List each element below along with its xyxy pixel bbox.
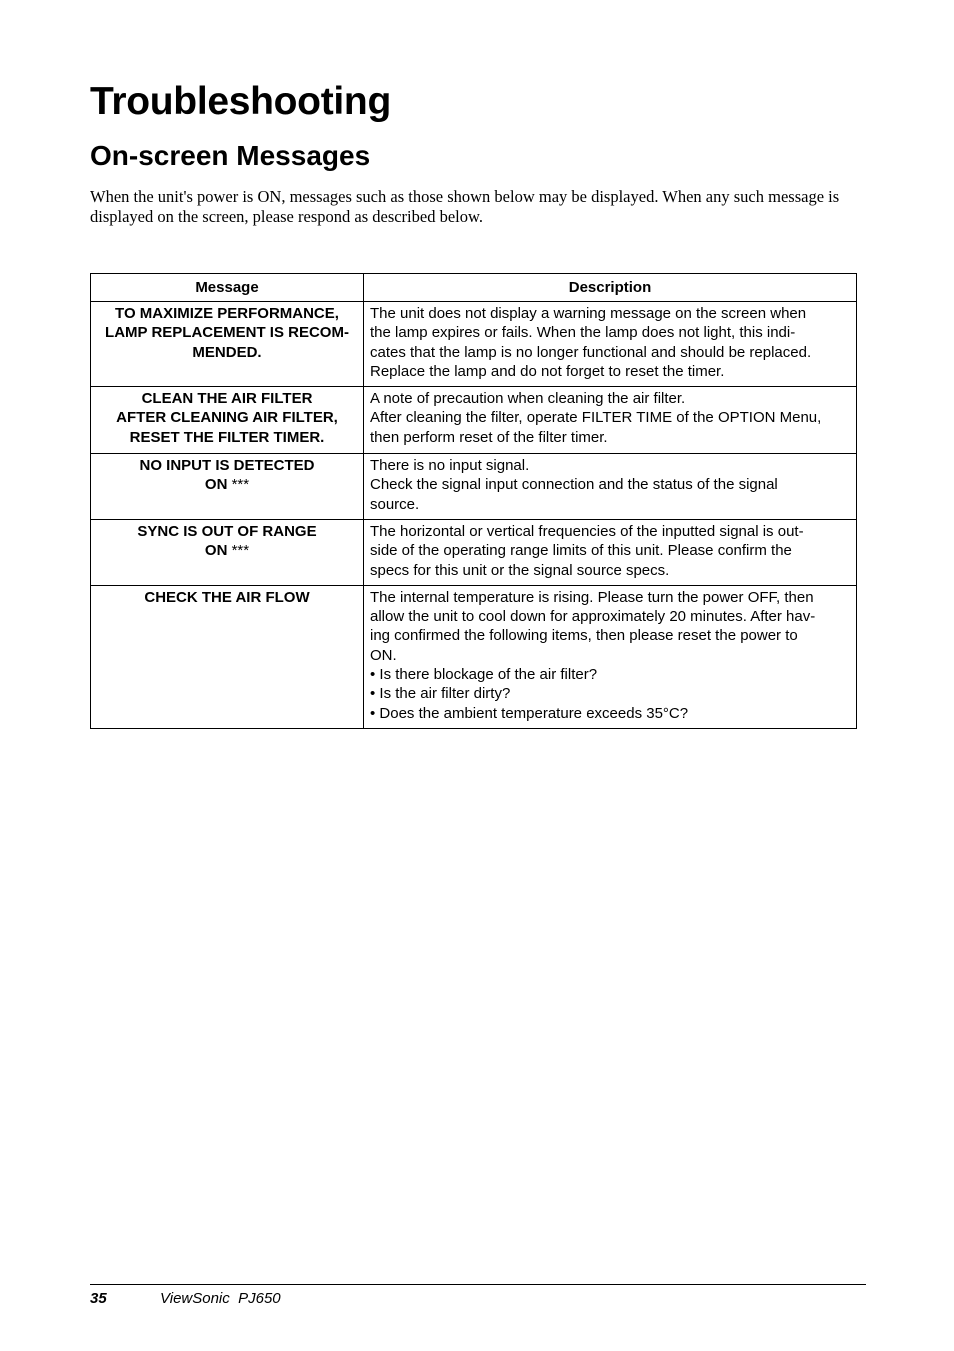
message-text: TO MAXIMIZE PERFORMANCE, LAMP REPLACEMENT IS RECOM- MENDED. [105,305,349,361]
footer-rule [90,1284,866,1285]
table-header-row [91,274,857,302]
message-cell [91,585,364,728]
header-message: Message [91,274,364,302]
table-row [91,302,857,387]
page-number: 35 [90,1290,107,1307]
message-text: NO INPUT IS DETECTED ON [139,457,315,494]
message-suffix: *** [227,476,250,494]
description-cell: The unit does not display a warning message on the screen when the lamp expires or fails. When the lamp does not light, this indi- cates that the lamp is no longer functional and should be replaced. Replace the lamp and do not forget to reset the timer. [364,302,857,387]
table-row [91,519,857,585]
description-cell: There is no input signal. Check the signal input connection and the status of the signal source. [364,454,857,520]
message-cell [91,454,364,520]
page-title: Troubleshooting [90,80,391,123]
table-row [91,454,857,520]
description-cell: The internal temperature is rising. Please turn the power OFF, then allow the unit to cool down for approximately 20 minutes. After hav- ing confirmed the following items, then please reset the power to ON. • Is there blockage of the air filter? • Is the air filter dirty? • Does the ambient temperature exceeds 35°C? [364,585,857,728]
message-text: SYNC IS OUT OF RANGE ON [137,522,317,560]
message-text: CHECK THE AIR FLOW [144,588,310,606]
description-cell: The horizontal or vertical frequencies of the inputted signal is out- side of the operating range limits of this unit. Please confirm the specs for this unit or the signal source specs. [364,519,857,585]
description-cell: A note of precaution when cleaning the air filter. After cleaning the filter, operate FILTER TIME of the OPTION Menu, then perform reset of the filter timer. [364,387,857,454]
product-name: ViewSonic PJ650 [160,1290,281,1307]
table-row [91,585,857,728]
table-row [91,387,857,454]
intro-paragraph: When the unit's power is ON, messages such as those shown below may be displayed. When any such message is displayed on the screen, please respond as described below. [90,187,840,226]
message-cell [91,387,364,454]
message-suffix: *** [227,542,250,560]
message-text: CLEAN THE AIR FILTER AFTER CLEANING AIR FILTER, RESET THE FILTER TIMER. [116,390,338,446]
message-cell [91,302,364,387]
message-cell [91,519,364,585]
header-description: Description [364,274,857,302]
messages-table [90,273,857,729]
section-title: On-screen Messages [90,140,371,171]
